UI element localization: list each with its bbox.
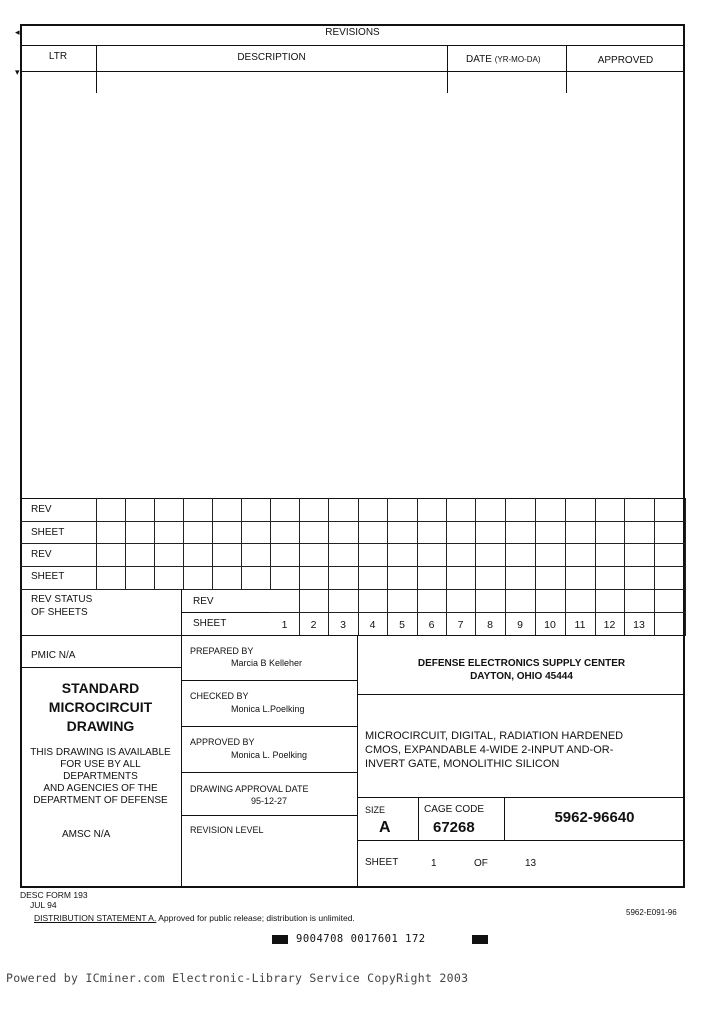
sheet-number: 2 xyxy=(310,619,317,631)
availability-line2: FOR USE BY ALL xyxy=(60,759,141,770)
col-description: DESCRIPTION xyxy=(237,52,306,63)
rev-grid-cell xyxy=(212,521,242,544)
sheet-number: 10 xyxy=(544,619,556,631)
rev-grid-cell xyxy=(125,498,155,522)
sheet-number: 13 xyxy=(633,619,645,631)
rev-label: REV xyxy=(193,596,214,607)
availability-line1: THIS DRAWING IS AVAILABLE xyxy=(30,747,171,758)
of-sheets-label: OF SHEETS xyxy=(31,607,88,618)
rev-grid-cell xyxy=(505,521,536,544)
approval-date-label: DRAWING APPROVAL DATE xyxy=(190,784,309,794)
sheet-footer-label: SHEET xyxy=(365,857,399,868)
rev-grid-cell xyxy=(125,521,155,544)
rev-grid-cell xyxy=(654,566,686,590)
checked-by-name: Monica L.Poelking xyxy=(231,704,305,714)
rev-grid-cell xyxy=(299,498,329,522)
sheet-number: 5 xyxy=(399,619,405,631)
form-code: 5962-E091-96 xyxy=(626,908,677,917)
sheet-number: 9 xyxy=(517,619,523,631)
rev-status-cell xyxy=(654,589,686,613)
rev-status-cell xyxy=(595,589,625,613)
availability-line3: DEPARTMENTS xyxy=(63,771,138,782)
rev-grid-cell xyxy=(505,566,536,590)
rev-grid-cell xyxy=(241,566,271,590)
rev-status-label: REV STATUS xyxy=(31,594,93,605)
rev-grid-cell xyxy=(595,498,625,522)
col-ltr: LTR xyxy=(48,51,68,62)
rev-status-cell xyxy=(565,589,596,613)
rev-grid-cell xyxy=(535,521,566,544)
col-date: DATE (YR-MO-DA) xyxy=(466,54,541,65)
sheet-row2-label: SHEET xyxy=(31,527,65,538)
rev-grid-cell xyxy=(565,498,596,522)
rev-grid-cell xyxy=(358,521,388,544)
sheet-footer-value: 1 xyxy=(431,858,437,869)
rev-grid-cell xyxy=(241,521,271,544)
rev-grid-cell xyxy=(387,498,418,522)
rev-grid-cell xyxy=(299,521,329,544)
rev-grid-cell xyxy=(328,521,359,544)
rev-grid-cell xyxy=(446,521,476,544)
rev-grid-cell xyxy=(241,543,271,567)
rev-grid-cell xyxy=(183,543,213,567)
status-bottom-rule xyxy=(20,635,685,636)
rev-grid-cell xyxy=(183,521,213,544)
rev-grid-cell xyxy=(299,566,329,590)
sheet-number: 11 xyxy=(574,619,586,631)
rev-grid-cell xyxy=(96,543,126,567)
revisions-header-rule xyxy=(20,71,685,72)
rev-row1-label: REV xyxy=(31,504,52,515)
sheet-number: 4 xyxy=(369,619,376,631)
rev-grid-cell xyxy=(96,566,126,590)
rev-grid-cell xyxy=(270,498,300,522)
rev-grid-cell xyxy=(624,521,655,544)
rev-row3-label: REV xyxy=(31,549,52,560)
revisions-title-rule xyxy=(20,45,685,46)
rev-grid-cell xyxy=(654,521,686,544)
supply-center-address: DAYTON, OHIO 45444 xyxy=(470,671,573,682)
availability-line4: AND AGENCIES OF THE xyxy=(43,783,158,794)
rev-grid-cell xyxy=(446,498,476,522)
powered-by-line: Powered by ICminer.com Electronic-Library Service CopyRight 2003 xyxy=(6,971,469,985)
rev-grid-cell xyxy=(505,498,536,522)
rev-grid-cell xyxy=(328,498,359,522)
sheet-label: SHEET xyxy=(193,618,227,629)
prepared-by-label: PREPARED BY xyxy=(190,646,254,656)
rev-grid-cell xyxy=(595,521,625,544)
rev-status-cell xyxy=(417,589,447,613)
sheet-number: 1 xyxy=(281,619,288,631)
description-line1: MICROCIRCUIT, DIGITAL, RADIATION HARDENED xyxy=(365,730,624,742)
sheet-number: 8 xyxy=(487,619,493,631)
rev-status-cell xyxy=(475,589,506,613)
description-line3: INVERT GATE, MONOLITHIC SILICON xyxy=(365,758,560,770)
approval-date-value: 95-12-27 xyxy=(251,796,288,806)
size-label: SIZE xyxy=(365,805,386,815)
rev-grid-cell xyxy=(624,543,655,567)
left-tick-mark: ▾ xyxy=(15,67,20,77)
drawing-number: 5962-96640 xyxy=(554,809,635,826)
rev-grid-cell xyxy=(154,543,184,567)
sheet-number: 12 xyxy=(603,619,616,631)
rev-grid-cell xyxy=(299,543,329,567)
rev-grid-cell xyxy=(624,498,655,522)
rev-status-cell xyxy=(270,589,300,613)
revision-level-label: REVISION LEVEL xyxy=(190,825,264,835)
sheet-number: 7 xyxy=(457,619,464,631)
revisions-title: REVISIONS xyxy=(325,27,380,38)
rev-grid-cell xyxy=(565,543,596,567)
rev-grid-cell xyxy=(96,521,126,544)
cage-code-label: CAGE CODE xyxy=(424,804,485,815)
rev-grid-cell xyxy=(446,543,476,567)
col-approved: APPROVED xyxy=(597,55,654,66)
rev-grid-cell xyxy=(417,498,447,522)
rev-grid-cell xyxy=(154,498,184,522)
approved-by-name: Monica L. Poelking xyxy=(231,750,308,760)
availability-line5: DEPARTMENT OF DEFENSE xyxy=(33,795,168,806)
rev-status-cell xyxy=(358,589,388,613)
checked-by-label: CHECKED BY xyxy=(190,691,249,701)
rev-grid-cell xyxy=(624,566,655,590)
rev-status-cell xyxy=(328,589,359,613)
rev-grid-cell xyxy=(535,543,566,567)
rev-grid-cell xyxy=(654,498,686,522)
sheet-number: 6 xyxy=(428,619,435,631)
rev-grid-cell xyxy=(446,566,476,590)
rev-grid-cell xyxy=(535,498,566,522)
rev-grid-cell xyxy=(154,566,184,590)
rev-grid-cell xyxy=(595,543,625,567)
approved-by-label: APPROVED BY xyxy=(190,737,255,747)
rev-grid-cell xyxy=(654,543,686,567)
form-number: DESC FORM 193 xyxy=(20,890,88,900)
sheet-number: 3 xyxy=(340,619,346,631)
rev-grid-cell xyxy=(595,566,625,590)
left-tick-mark-top: ◂ xyxy=(15,27,20,37)
rev-grid-cell xyxy=(212,543,242,567)
description-line2: CMOS, EXPANDABLE 4-WIDE 2-INPUT AND-OR- xyxy=(365,744,614,756)
rev-grid-cell xyxy=(328,543,359,567)
rev-grid-cell xyxy=(565,521,596,544)
rev-grid-cell xyxy=(417,543,447,567)
rev-grid-cell xyxy=(358,543,388,567)
rev-grid-cell xyxy=(505,543,536,567)
pmic-label: PMIC N/A xyxy=(31,650,76,661)
rev-grid-cell xyxy=(535,566,566,590)
rev-grid-cell xyxy=(387,566,418,590)
rev-grid-cell xyxy=(241,498,271,522)
rev-grid-cell xyxy=(387,543,418,567)
sheet-row4-label: SHEET xyxy=(31,571,65,582)
rev-grid-cell xyxy=(125,566,155,590)
rev-grid-cell xyxy=(475,521,506,544)
rev-grid-cell xyxy=(475,543,506,567)
rev-grid-cell xyxy=(183,498,213,522)
rev-grid-cell xyxy=(358,498,388,522)
rev-status-cell xyxy=(387,589,418,613)
rev-grid-cell xyxy=(183,566,213,590)
rev-status-cell xyxy=(654,612,686,636)
rev-grid-cell xyxy=(387,521,418,544)
rev-grid-cell xyxy=(475,566,506,590)
rev-grid-cell xyxy=(417,566,447,590)
rev-grid-cell xyxy=(475,498,506,522)
rev-status-cell xyxy=(535,589,566,613)
size-value: A xyxy=(379,819,391,836)
prepared-by-name: Marcia B Kelleher xyxy=(231,658,303,668)
rev-grid-cell xyxy=(212,498,242,522)
microcircuit-title: MICROCIRCUIT xyxy=(48,699,153,715)
rev-grid-cell xyxy=(417,521,447,544)
rev-grid-cell xyxy=(96,498,126,522)
rev-grid-cell xyxy=(270,543,300,567)
rev-status-cell xyxy=(505,589,536,613)
form-date: JUL 94 xyxy=(30,900,57,910)
status-mid-rule xyxy=(181,612,270,613)
of-footer-value: 13 xyxy=(525,858,537,869)
of-footer-label: OF xyxy=(474,858,488,869)
drawing-title: DRAWING xyxy=(66,718,135,734)
rev-grid-cell xyxy=(270,521,300,544)
rev-grid-cell xyxy=(328,566,359,590)
rev-status-cell xyxy=(624,589,655,613)
rev-status-cell xyxy=(446,589,476,613)
supply-center-name: DEFENSE ELECTRONICS SUPPLY CENTER xyxy=(417,658,626,669)
barcode-number: 9004708 0017601 172 xyxy=(296,933,426,945)
rev-grid-cell xyxy=(212,566,242,590)
distribution-statement: DISTRIBUTION STATEMENT A. Approved for public release; distribution is unlimited. xyxy=(34,913,355,923)
rev-grid-cell xyxy=(565,566,596,590)
cage-code-value: 67268 xyxy=(433,819,475,836)
rev-status-cell xyxy=(299,589,329,613)
rev-grid-cell xyxy=(125,543,155,567)
standard-title: STANDARD xyxy=(61,680,140,696)
barcode-left-block xyxy=(272,935,288,944)
amsc-label: AMSC N/A xyxy=(62,829,111,840)
barcode-right-block xyxy=(472,935,488,944)
rev-grid-cell xyxy=(154,521,184,544)
rev-grid-cell xyxy=(358,566,388,590)
rev-grid-cell xyxy=(270,566,300,590)
